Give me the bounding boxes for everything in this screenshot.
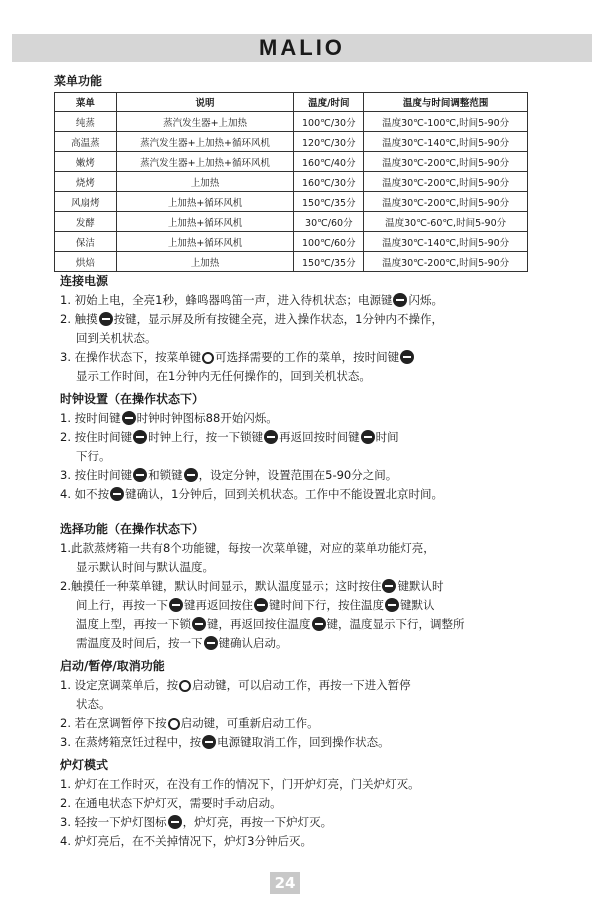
table-row — [55, 172, 528, 192]
table-row — [55, 192, 528, 212]
power-key-icon — [393, 293, 407, 307]
table-cell: 发酵 — [55, 212, 117, 232]
select-line-1-cont: 显示默认时间与默认温度。 — [76, 560, 214, 574]
time-key-icon — [361, 430, 375, 444]
text: 时间 — [375, 430, 399, 444]
lock-key-icon — [192, 617, 206, 631]
start-key-icon — [168, 718, 180, 730]
table-cell: 烘焙 — [55, 252, 117, 272]
table-row — [55, 152, 528, 172]
text: 2. 触摸 — [60, 312, 98, 326]
lock-key-icon — [169, 598, 183, 612]
power-key-icon — [202, 735, 216, 749]
text: 键确认启动。 — [218, 636, 288, 650]
header-band — [12, 34, 592, 62]
table-cell: 保洁 — [55, 232, 117, 252]
table-cell: 160℃/30分 — [294, 172, 364, 192]
temperature-key-icon — [385, 598, 399, 612]
table-cell: 上加热 — [116, 252, 294, 272]
text: 4. 如不按 — [60, 487, 110, 501]
table-cell: 上加热 — [116, 172, 294, 192]
text: 键，温度显示下行，调整所 — [326, 617, 465, 631]
table-cell: 160℃/40分 — [294, 152, 364, 172]
start-line-1 — [60, 676, 560, 695]
lamp-line-3 — [60, 813, 560, 832]
time-key-icon — [133, 468, 147, 482]
text: 键时间下行，按住温度 — [269, 598, 384, 612]
text: 启动键，可以启动工作，再按一下进入暂停 — [192, 678, 411, 692]
table-header: 说明 — [116, 93, 294, 112]
text: 2. 若在烹调暂停下按 — [60, 716, 167, 730]
table-cell: 150℃/35分 — [294, 252, 364, 272]
table-header: 温度与时间调整范围 — [364, 93, 528, 112]
lock-key-icon — [184, 468, 198, 482]
text: 电源键取消工作，回到操作状态。 — [217, 735, 390, 749]
table-cell: 120℃/30分 — [294, 132, 364, 152]
text: 温度上型，再按一下锁 — [76, 617, 191, 631]
spacer — [60, 504, 560, 516]
table-cell: 纯蒸 — [55, 112, 117, 132]
power-key-icon — [99, 312, 113, 326]
menu-table — [54, 92, 528, 272]
lamp-line-1: 1. 炉灯在工作时灭，在没有工作的情况下，门开炉灯亮，门关炉灯灭。 — [60, 777, 420, 791]
text: ，炉灯亮，再按一下炉灯灭。 — [182, 815, 333, 829]
time-key-icon — [400, 350, 414, 364]
text: ，设定分钟，设置范围在5-90分之间。 — [198, 468, 398, 482]
table-cell: 100℃/30分 — [294, 112, 364, 132]
section-select-title: 选择功能（在操作状态下） — [60, 522, 205, 536]
table-cell: 温度30℃-100℃,时间5-90分 — [364, 112, 528, 132]
table-cell: 温度30℃-200℃,时间5-90分 — [364, 152, 528, 172]
table-cell: 温度30℃-200℃,时间5-90分 — [364, 252, 528, 272]
select-line-1: 1.此款蒸烤箱一共有8个功能键，每按一次菜单键，对应的菜单功能灯亮， — [60, 541, 435, 555]
table-header: 菜单 — [55, 93, 117, 112]
table-cell: 烧烤 — [55, 172, 117, 192]
text: 2. 按住时间键 — [60, 430, 133, 444]
start-line-2 — [60, 714, 560, 733]
text: 1. 初始上电，全亮1秒，蜂鸣器鸣笛一声，进入待机状态；电源键 — [60, 293, 393, 307]
text: 键，再返回按住温度 — [207, 617, 311, 631]
text: 1. 按时间键 — [60, 411, 121, 425]
table-cell: 温度30℃-200℃,时间5-90分 — [364, 172, 528, 192]
brand-logo: MALIO — [259, 35, 345, 60]
text: 时钟时钟图标88开始闪烁。 — [136, 411, 278, 425]
section-lamp-title: 炉灯模式 — [60, 758, 109, 772]
lamp-line-2: 2. 在通电状态下炉灯灭，需要时手动启动。 — [60, 796, 282, 810]
text: 可选择需要的工作的菜单，按时间键 — [215, 350, 400, 364]
start-key-icon — [179, 680, 191, 692]
text: 3. 在操作状态下，按菜单键 — [60, 350, 202, 364]
text: 键默认 — [400, 598, 435, 612]
clock-line-4 — [60, 485, 560, 504]
text: 3. 轻按一下炉灯图标 — [60, 815, 167, 829]
text: 时钟上行，按一下锁键 — [148, 430, 264, 444]
lamp-key-icon — [168, 815, 182, 829]
table-cell: 上加热+循环风机 — [116, 232, 294, 252]
table-cell: 上加热+循环风机 — [116, 212, 294, 232]
text: 键确认，1分钟后，回到关机状态。工作中不能设置北京时间。 — [125, 487, 443, 501]
table-row — [55, 112, 528, 132]
text: 3. 按住时间键 — [60, 468, 133, 482]
table-cell: 蒸汽发生器+上加热+循环风机 — [116, 132, 294, 152]
table-cell: 150℃/35分 — [294, 192, 364, 212]
select-line-2-cont3 — [60, 634, 560, 653]
text: 按键，显示屏及所有按键全亮，进入操作状态，1分钟内不操作， — [113, 312, 443, 326]
power-line-3-cont: 显示工作时间，在1分钟内无任何操作的，回到关机状态。 — [76, 369, 371, 383]
table-header: 温度/时间 — [294, 93, 364, 112]
text: 闪烁。 — [408, 293, 443, 307]
table-cell: 温度30℃-200℃,时间5-90分 — [364, 192, 528, 212]
start-line-1-cont: 状态。 — [76, 697, 111, 711]
lamp-line-4: 4. 炉灯亮后，在不关掉情况下，炉灯3分钟后灭。 — [60, 834, 312, 848]
clock-line-3 — [60, 466, 560, 485]
time-key-icon — [122, 411, 136, 425]
clock-line-1 — [60, 409, 560, 428]
text: 3. 在蒸烤箱烹饪过程中，按 — [60, 735, 202, 749]
table-row — [55, 212, 528, 232]
power-line-1 — [60, 291, 560, 310]
text: 2.触摸任一种菜单键，默认时间显示，默认温度显示；这时按住 — [60, 579, 382, 593]
select-line-2 — [60, 577, 560, 596]
lock-key-icon — [264, 430, 278, 444]
temperature-key-icon — [312, 617, 326, 631]
table-cell: 温度30℃-140℃,时间5-90分 — [364, 232, 528, 252]
power-line-2-cont: 回到关机状态。 — [76, 331, 157, 345]
lock-key-icon — [204, 636, 218, 650]
menu-key-icon — [202, 352, 214, 364]
text: 键再返回按住 — [184, 598, 253, 612]
power-line-2 — [60, 310, 560, 329]
clock-line-2 — [60, 428, 560, 447]
table-title: 菜单功能 — [54, 74, 103, 88]
select-line-2-cont2 — [60, 615, 560, 634]
table-cell: 风扇烤 — [55, 192, 117, 212]
table-header-row — [55, 93, 528, 112]
text: 键默认时 — [397, 579, 444, 593]
section-clock-title: 时钟设置（在操作状态下） — [60, 392, 205, 406]
section-start-title: 启动/暂停/取消功能 — [60, 659, 165, 673]
text: 再返回按时间键 — [279, 430, 360, 444]
start-line-3 — [60, 733, 560, 752]
clock-line-2-cont: 下行。 — [76, 449, 111, 463]
time-key-icon — [382, 579, 396, 593]
table-row — [55, 232, 528, 252]
text: 启动键，可重新启动工作。 — [180, 716, 319, 730]
table-cell: 蒸汽发生器+上加热+循环风机 — [116, 152, 294, 172]
table-cell: 100℃/60分 — [294, 232, 364, 252]
table-cell: 蒸汽发生器+上加热 — [116, 112, 294, 132]
table-cell: 温度30℃-60℃,时间5-90分 — [364, 212, 528, 232]
text: 1. 设定烹调菜单后，按 — [60, 678, 179, 692]
power-line-3 — [60, 348, 560, 367]
table-cell: 温度30℃-140℃,时间5-90分 — [364, 132, 528, 152]
text: 间上行，再按一下 — [76, 598, 168, 612]
table-cell: 上加热+循环风机 — [116, 192, 294, 212]
table-row — [55, 132, 528, 152]
instructions — [60, 268, 560, 851]
text: 和锁键 — [148, 468, 183, 482]
table-cell: 30℃/60分 — [294, 212, 364, 232]
lock-key-icon — [110, 487, 124, 501]
table-cell: 高温蒸 — [55, 132, 117, 152]
time-key-icon — [254, 598, 268, 612]
text: 需温度及时间后，按一下 — [76, 636, 203, 650]
select-line-2-cont — [60, 596, 560, 615]
table-cell: 嫩烤 — [55, 152, 117, 172]
time-key-icon — [133, 430, 147, 444]
page-number: 24 — [270, 872, 300, 894]
section-power-title: 连接电源 — [60, 274, 109, 288]
